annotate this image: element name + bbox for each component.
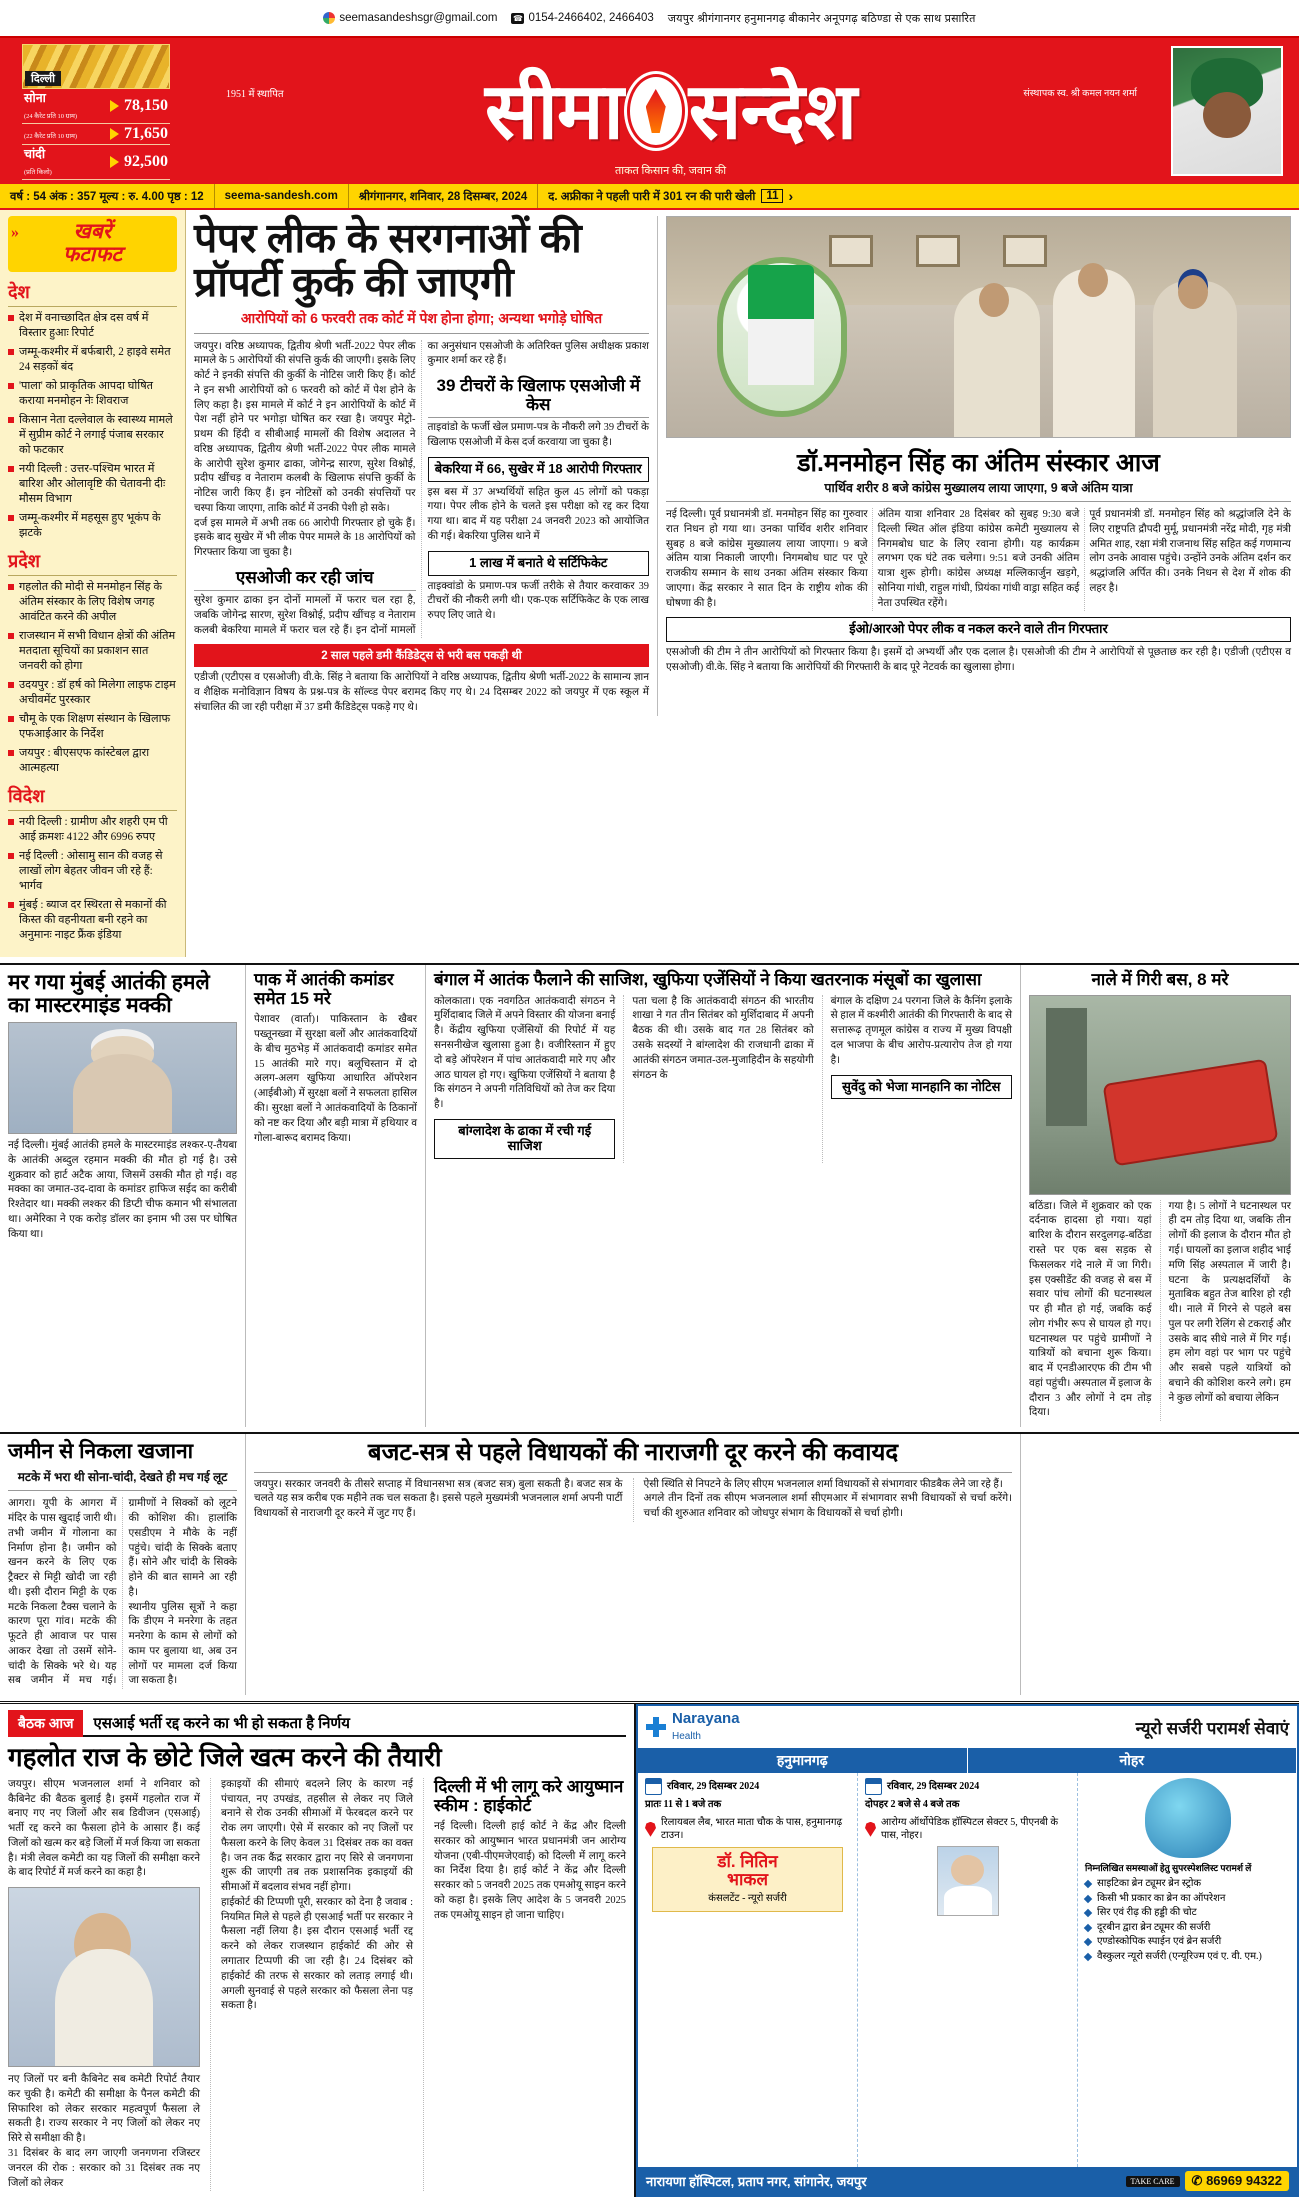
lead-row [194,216,1291,716]
story-bengal-body-left: कोलकाता। एक नवगठित आतंकवादी संगठन ने मुर्शिदाबाद जिले में अपने विस्तार की योजना बनाई है। केंद्रीय खुफिया एजेंसियों की रिपोर्ट में यह सनसनीखेज खुलासा हुआ है। वजीरिस्तान में हुए दो बड़े ऑपरेशन में पांच आतंकवादी मारे गए और आठ घायल हो गए। खुफिया एजेंसियों ने बताया है कि संगठन ने अपनी गतिविधियों को तेज कर दिया है। [434,995,616,1111]
list-item[interactable]: नयी दिल्ली : उत्तर-पश्चिम भारत में बारिश और ओलावृष्टि की चेतावनी दीः मौसम विभाग [8,462,177,507]
list-item[interactable]: उदयपुर : डॉ हर्ष को मिलेगा लाइफ टाइम अचीवमेंट पुरस्कार [8,678,177,708]
ad-schedule-right [857,1773,1078,2167]
lead-body-columns [194,340,649,639]
lead-subheadline: आरोपियों को 6 फरवरी तक कोर्ट में पेश होना होगा; अन्यथा भगोड़े घोषित [194,309,649,334]
calendar-icon [645,1778,662,1795]
lead-boxed-heading-3: 1 लाख में बनाते थे सर्टिफिकेट [428,551,650,576]
hc-headline: दिल्ली में भी लागू करे आयुष्मान स्कीम : हाईकोर्ट [434,1776,624,1815]
rate-label-silver: चांदी [24,147,46,161]
bullion-rates-box [22,44,170,180]
ad-right-venue: आरोग्य ऑर्थोपेडिक हॉस्पिटल सेक्टर 5, पीएनबी के पास, नोहर। [881,1816,1059,1842]
news-briefs-sidebar [0,210,186,957]
picture-frame-icon [829,235,873,267]
hc-body: नई दिल्ली। दिल्ली हाई कोर्ट ने केंद्र और दिल्ली सरकार को आयुष्मान भारत प्रधानमंत्री जन आरोग्य योजना (एबी-पीएमजेएवाई) को दिल्ली में लागू करने का निर्देश दिया है। हाई कोर्ट ने केंद्र और दिल्ली सरकार को 5 जनवरी 2025 तक एमओयू साइन करने को कहा है। इसके लिए आदेश के 5 जनवरी 2025 तक एमओयू साइन हो जाना चाहिए। [434,1821,626,1921]
calendar-icon [865,1778,882,1795]
story-bengal-body-right: बंगाल के दक्षिण 24 परगना जिले के कैनिंग इलाके से हाल में कश्मीरी आतंकी की गिरफ्तारी के बाद से सत्तारूढ़ तृणमूल कांग्रेस व राज्य में मुख्य विपक्षी दल भाजपा के बीच आरोप-प्रत्यारोप तेज हो गया है। [830,995,1012,1066]
story-bengal-headline: बंगाल में आतंक फैलाने की साजिश, खुफिया एजेंसियों ने किया खतरनाक मंसूबों का खुलासा [434,970,982,989]
manmohan-tribute-photo [666,216,1291,438]
list-item[interactable]: जम्मू-कश्मीर में महसूस हुए भूकंप के झटके [8,511,177,541]
list-item[interactable]: देश में वनाच्छादित क्षेत्र दस वर्ष में विस्तार हुआः रिपोर्ट [8,311,177,341]
manmohan-paragraph-3: पूर्व प्रधानमंत्री डॉ. मनमोहन सिंह को श्रद्धांजलि देने के लिए राष्ट्रपति द्रौपदी मुर्मू, प्रधानमंत्री नरेंद्र मोदी, गृह मंत्री अमित शाह, रक्षा मंत्री राजनाथ सिंह सहित कई गणमान्य लोग उनके आवास पहुंचे। उन्होंने उनके अंतिम दर्शन कर श्रद्धांजलि अर्पित की। उनके निधन से देश में शोक की लहर है। [1089,509,1291,594]
makki-portrait-photo [8,1022,237,1134]
story-budget-headline: बजट-सत्र से पहले विधायकों की नाराजगी दूर करने की कवायद [367,1439,899,1467]
lead-boxed-heading-1: बेकरिया में 66, सुखेर में 18 आरोपी गिरफ्तार [428,457,650,482]
chevrons-icon: » [11,224,19,241]
story-budget-col-2b: अगले तीन दिनों तक सीएम भजनलाल शर्मा सीएमआर में संभागवार सभी विधायकों से चर्चा करेंगे। चर्चा की शुरुआत शनिवार को जोधपुर संभाग के विधायकों से चर्चा होगी। [643,1493,1012,1520]
cm-portrait-photo [8,1887,200,2067]
lead-paragraph-7: ताइक्वांडो के प्रमाण-पत्र फर्जी तरीके से तैयार करवाकर 39 टीचरों की नौकरी लगी थी। एक-एक सर्टिफिकेट के एक लाख रुपए लिए जाते थे। [427,580,649,622]
medical-cross-icon [646,1717,666,1737]
manmohan-headline: डॉ.मनमोहन सिंह का अंतिम संस्कार आज [797,449,1160,477]
list-item[interactable]: जम्मू-कश्मीर में बर्फबारी, 2 हाइवे समेत 24 सड़कों बंद [8,345,177,375]
list-item[interactable]: मुंबई : ब्याज दर स्थिरता से मकानों की किस्त की वहनीयता बनी रहने का अनुमानः नाइट फ्रैंक इंडिया [8,898,177,943]
founder-text: संस्थापक स्व. श्री कमल नयन शर्मा [1023,89,1137,99]
briefs-badge [8,216,177,272]
district-col-2b: हाईकोर्ट की टिप्पणी पूरी, सरकार को देना है जवाब : नियमित मिले से पहले ही एसआई भर्ती पर सरकार ने फैसला नहीं लिया है। इस दौरान एसआई भर्ती रद्द करने को लेकर राजस्थान हाईकोर्ट की ओर से लगातार टिप्पणी की जा रही है। 24 दिसंबर को हाईकोर्ट की तरफ से सरकार को लताड़ लगाई थी। अगली सुनवाई से पहले सरकार को फैसला लेना पड़ सकता है। [221,1896,413,2012]
gold-bars-image [22,44,170,89]
story-district-merge [0,1704,636,2197]
flame-emblem-icon [627,74,685,148]
ad-left-date: रविवार, 29 दिसम्बर 2024 [667,1780,760,1792]
lead-paragraph-6: एडीजी (एटीएस व एसओजी) वी.के. सिंह ने बताया कि आरोपियों ने वरिष्ठ अध्यापक, द्वितीय श्रेणी भर्ती-2022 के सामान्य ज्ञान व शैक्षिक मनोविज्ञान विषय के प्रश्न-पत्र के सॉल्व्ड पेपर बरामद किए गए थे। 24 दिसम्बर 2022 को जयपुर में एक स्कूल में संचालित की जा रही परीक्षा में 37 डमी कैंडिडेट्स पकड़े गए थे। [194,672,649,713]
lead-paragraph-3: सुरेश कुमार ढाका इन दोनों मामलों में फरार चल रहा है, जबकि जोगेन्द्र सारण, सुरेश विश्नोई, प्रदीप खींचड़ व नेताराम कलबी बेकरिया मामले में फरार चल रहे हैं। इन दोनों मामलों का अनुसंधान एसओजी के अतिरिक्त पुलिस अधीक्षक प्रकाश कुमार शर्मा कर रहे हैं। [194,340,649,636]
district-col-2: इकाइयों की सीमाएं बदलने लिए के कारण नई पंचायत, नए उपखंड, तहसील से लेकर नए जिले बनाने से रोक उनकी सीमाओं में फेरबदल करने पर रोक लग जाएगी। ऐसे में सरकार को नए जिलों पर फैसला करने के लिए केवल 31 दिसंबर तक का वक्त है। जन तक कैंद्र सरकार द्वारा नए सिरे से जनगणना शुरू की जाएगी तब तक प्रशासनिक इकाइयों की सीमाओं में बदलाव संभव नहीं होगा। [221,1778,413,1894]
list-item[interactable]: राजस्थान में सभी विधान क्षेत्रों की अंतिम मतदाता सूचियों का प्रकाशन सात जनवरी को होगा [8,629,177,674]
district-headline: गहलोत राज के छोटे जिले खत्म करने की तैयारी [8,1742,442,1773]
story-bus-crash [1021,965,1299,1427]
doctor-card [652,1847,843,1912]
lead-paragraph-8: एसओजी की टीम ने तीन आरोपियों को गिरफ्तार किया है। इसमें दो अभ्यर्थी और एक दलाल है। एसओजी की टीम ने आरोपियों से पूछताछ कर रही है। एडीजी (एटीएस व एसओजी) वी.के. सिंह ने बताया कि आरोपियों की गिरफ्तारी के बाद पूरे नेटवर्क का खुलासा होगा। [666,647,1291,674]
advertisement[interactable] [636,1704,1299,2197]
story-bengal-boxed-1: बांग्लादेश के ढाका में रची गई साजिश [434,1119,615,1159]
list-item: दूरबीन द्वारा ब्रेन ट्यूमर की सर्जरी [1085,1921,1290,1936]
list-item[interactable]: नई दिल्ली : ओसामु सान की वजह से लाखों लोग बेहतर जीवन जी रहे हैं: भार्गव [8,849,177,894]
baithak-tag: बैठक आज [8,1710,83,1737]
ad-city-hanumangarh[interactable]: हनुमानगढ़ [638,1748,968,1773]
phone-text: 0154-2466402, 2466403 [528,12,654,24]
lead-story [194,216,649,716]
list-item[interactable]: जयपुर : बीएसएफ कांस्टेबल द्वारा आत्महत्या [8,746,177,776]
location-pin-icon [645,1822,656,1837]
rate-value-silver: 92,500 [124,153,168,170]
sports-ticker [538,184,803,208]
email-block[interactable] [323,12,497,24]
story-bus-headline: नाले में गिरी बस, 8 मरे [1091,970,1229,989]
edition-details: वर्ष : 54 अंक : 357 मूल्य : रु. 4.00 पृष्ठ : 12 [0,184,215,208]
narayana-health-ad[interactable] [636,1704,1299,2197]
page-content [0,210,1299,957]
district-col-1: जयपुर। सीएम भजनलाल शर्मा ने शनिवार को कैबिनेट की बैठक बुलाई है। इसमें गहलोत राज में बनाए गए नए जिलों और सब डिवीजन (एसआई) भर्ती रद्द करने का फैसला होने के आसार हैं। कई जिलों को खत्म कर बड़े जिलों में मर्ज किया जा सकता है। मंत्री लेवल कमेटी का यह जिलों की समीक्षा करने के बाद रिपोर्ट में मर्ज करने का कहा है। [8,1778,200,1879]
lead-subheading-1: एसओजी कर रही जांच [194,568,416,591]
secondary-stories-band [0,963,1299,1427]
logo-word-2: सन्देश [688,67,857,155]
ad-city-tabs [638,1748,1297,1773]
manmohan-paragraph-2: अंतिम यात्रा शनिवार 28 दिसंबर को सुबह 9:30 बजे दिल्ली स्थित ऑल इंडिया कांग्रेस कमेटी मुख्यालय से निगमबोध घाट के लिए रवाना होगी। यह कार्यक्रम लगभग एक घंटे तक चलेगा। 9:51 बजे उनकी अंतिम यात्रा शुरू होगी। कांग्रेस अध्यक्ष मल्लिकार्जुन खड़गे, सोनिया गांधी, राहुल गांधी, प्रियंका गांधी वाड्रा सहित कई नेता उपस्थित रहेंगे। [877,509,1080,609]
gmail-icon [323,12,335,24]
draped-flag [748,265,814,385]
lead-boxed-heading-4: ईओ/आरओ पेपर लीक व नकल करने वाले तीन गिरफ्तार [666,617,1291,642]
ad-right-date: रविवार, 29 दिसम्बर 2024 [887,1780,980,1792]
rate-row-gold22 [22,124,170,145]
list-item: एण्डोस्कोपिक स्पाईन एवं ब्रेन सर्जरी [1085,1935,1290,1950]
rate-label-gold: सोना [24,91,46,105]
ad-right-time: दोपहर 2 बजे से 4 बजे तक [865,1799,960,1811]
story-treasure-subheadline: मटके में भरा थी सोना-चांदी, देखते ही मच गई लूट [8,1468,237,1491]
place-date: श्रीगंगानगर, शनिवार, 28 दिसम्बर, 2024 [349,184,538,208]
page-number-badge[interactable]: 11 [761,189,783,203]
story-treasure-body: आगरा। यूपी के आगरा में मंदिर के पास खुदाई जारी थी। तभी जमीन में गोलाना का निर्माण होना है। जमीन को खनन करने के लिए एक ट्रैक्टर से मिट्टी खोदी जा रही थी। इसी दौरान मिट्टी के एक मटके निकला टैक्स चलाने के कारण पूरा गांव। मटके की फूटते ही आवाज पर पास आकर देखा तो उसमें सोने-चांदी के सिक्के भरे थे। यह सब जमीन में मच गई। ग्रामीणों ने सिक्कों को लूटने की कोशिश की। हालांकि एसडीएम ने मौके के नहीं पहुंचे। चांदी के सिक्के बताए हैं। सोने और चांदी के सिक्के होने की बात सामने आ रही है। [8,1498,237,1687]
rate-row-silver [22,145,170,180]
phone-block[interactable] [511,12,653,24]
phone-icon: ✆ [1191,2173,1203,2189]
story-budget-session [246,1434,1021,1695]
list-item: साइटिका ब्रेन ट्यूमर ब्रेन स्ट्रोक [1085,1877,1290,1892]
masthead-logo-area [170,38,1171,184]
logo-word-1: सीमा [484,67,623,155]
ad-body [638,1773,1297,2167]
chevron-right-icon[interactable]: › [788,188,794,204]
lead-paragraph-2: दर्ज इस मामले में अभी तक 66 आरोपी गिरफ्तार हो चुके हैं। इसके बाद सुखेर में भी लीक पेपर मामले के 18 आरोपियों को गिरफ्तार किया जा चुका है। [194,517,416,559]
ad-footer-address: नारायणा हॉस्पिटल, प्रताप नगर, सांगानेर, जयपुर [646,2174,867,2190]
website-link[interactable]: seema-sandesh.com [215,184,349,208]
ad-services [1078,1773,1297,2167]
lead-paragraph-4: ताइवांडो के फर्जी खेल प्रमाण-पत्र के नौकरी लगे 39 टीचरों के खिलाफ एसओजी में केस दर्ज करवाया जा चुका है। [427,422,649,448]
mourner-head-turban [1178,275,1208,309]
baithak-banner [8,1710,626,1737]
list-item: वैस्कुलर न्यूरो सर्जरी (एन्यूरिज्म एवं ए. वी. एम.) [1085,1950,1290,1965]
telephone-icon: ☎ [512,13,523,23]
doctor-portrait-photo [937,1846,999,1916]
bottom-band [0,1701,1299,2197]
doctor-name-line2: भाकल [727,1870,768,1890]
rate-unit-silver: (प्रति किलो) [24,169,52,176]
ad-city-nohar[interactable]: नोहर [968,1748,1298,1773]
picture-frame-icon [1003,235,1047,267]
list-item[interactable]: चौमू के एक शिक्षण संस्थान के खिलाफ एफआईआर के निर्देश [8,712,177,742]
manmohan-body-columns [666,508,1291,611]
baithak-headline: एसआई भर्ती रद्द करने का भी हो सकता है निर्णय [83,1710,626,1737]
bus-in-drain-photo [1029,995,1291,1195]
lead-boxed-heading-2: 2 साल पहले डमी कैंडिडेट्स से भरी बस पकड़ी थी [194,644,649,667]
story-bus-body-right: गया है। 5 लोगों ने घटनास्थल पर ही दम तोड़ दिया था, जबकि तीन लोगों की इलाज के दौरान मौत हो गई। घायलों का इलाज शहीद भाई मणि सिंह अस्पताल में जारी है। घटना के प्रत्यक्षदर्शियों के मुताबिक बहुत तेज बारिश हो रही थी। नाले में गिरने से पहले बस पुल पर लगी रेलिंग से टकराई और उसके बाद सीधे नाले में गिर गई। हम लोग वहां पर भाग पर पहुंचे और सबसे पहले यात्रियों को बचाने की कोशिश करने लगे। हम ने कुछ लोगों को बचाया लेकिन [1160,1200,1292,1421]
edition-info-bar [0,184,1299,210]
bus-crash-continuation [1021,1434,1299,1695]
masthead [0,36,1299,184]
editions-list: जयपुर श्रीगंगानगर हनुमानगढ़ बीकानेर अनूपगढ़ बठिण्डा से एक साथ प्रसारित [667,12,976,25]
ad-header [638,1706,1297,1748]
sidebar-section-desh-heading: देश [8,280,177,307]
ad-schedule-left [638,1773,857,2167]
story-bengal-boxed-2: सुवेंदु को भेजा मानहानि का नोटिस [831,1075,1012,1100]
list-item[interactable]: किसान नेता दल्लेवाल के स्वास्थ्य मामले में सुप्रीम कोर्ट ने लगाई पंजाब सरकार को फटकार [8,413,177,458]
take-care-badge: TAKE CARE [1126,2176,1180,2187]
rate-value-gold22: 71,650 [124,125,168,142]
manmohan-story [657,216,1291,716]
list-item[interactable]: नयी दिल्ली : ग्रामीण और शहरी एम पी आई क्रमशः 4122 और 6996 रुपए [8,815,177,845]
story-treasure-body-2: स्थानीय पुलिस सूत्रों ने कहा कि डीएम ने मनरेगा के तहत मनरेगा के काम से लोगों को काम पर बुलाया था, अब उन लोगों पर मामला दर्ज किया जा सकता है। [128,1601,237,1687]
narayana-logo [646,1711,740,1743]
list-item[interactable]: गहलोत की मोदी से मनमोहन सिंह के अंतिम संस्कार के लिए विशेष जगह आवंटित करने की अपील [8,580,177,625]
rate-unit-gold24: (24 कैरेट प्रति 10 ग्राम) [24,113,78,120]
doctor-role: कंसलटेंट - न्यूरो सर्जरी [708,1893,787,1905]
doctor-name-line1: डॉ. नितिन [717,1851,778,1871]
lead-subheading-2: 39 टीचरों के खिलाफ एसओजी में केस [428,376,650,418]
ad-brand-line2: Health [672,1731,701,1743]
manmohan-subheadline: पार्थिव शरीर 8 बजे कांग्रेस मुख्यालय लाया जाएगा, 9 बजे अंतिम यात्रा [666,479,1291,502]
arrow-right-icon [110,128,119,140]
story-pak-headline: पाक में आतंकी कमांडर समेत 15 मरे [254,970,394,1008]
rate-row-gold24 [22,89,170,124]
brain-icon [1145,1778,1231,1858]
sidebar-section-videsh-heading: विदेश [8,784,177,811]
list-item: सिर एवं रीढ़ की हड्डी की चोट [1085,1906,1290,1921]
story-bus-body-left: बठिंडा। जिले में शुक्रवार को एक दर्दनाक हादसा हो गया। यहां बारिश के दौरान सरदुलगढ़-बठिंडा रास्ते पर एक बस सड़क से फिसलकर गंदे नाले में जा गिरी। इस एक्सीडेंट की वजह से बस में सवार पांच लोगों की घटनास्थल पर ही मौत हो गई, जबकि कई लोग गंभीर रूप से घायल हो गए। घटनास्थल पर पहुंचे ग्रामीणों ने यात्रियों को बचाना शुरू किया। बाद में एनडीआरएफ की टीम भी वहां पहुंची। अस्पताल में इलाज के दौरान 3 और लोगों ने दम तोड़ दिया। [1029,1200,1152,1419]
email-text: seemasandeshsgr@gmail.com [339,12,498,24]
ad-title: न्यूरो सर्जरी परामर्श सेवाएं [1135,1718,1289,1738]
rates-city-badge: दिल्ली [25,71,61,86]
story-pak-commander [246,965,426,1427]
mourner-head [979,283,1009,317]
ad-brand-line1: Narayana [672,1710,740,1728]
established-text: 1951 में स्थापित [226,89,284,100]
top-contact-strip [0,0,1299,36]
cricketer-photo [1171,46,1283,176]
briefs-badge-line1: खबरें [73,220,112,243]
newspaper-logo [484,67,857,155]
story-pak-body: पेशावर (वार्ता)। पाकिस्तान के खैबर पख्तूनख्वा में सुरक्षा बलों और आतंकवादियों के बीच मुठभेड़ में आतंकवादी कमांडर समेत 15 आतंकी मारे गए। बलूचिस्तान में दो अलग-अलग खुफिया आधारित ऑपरेशन (आईबीओ) में सुरक्षा बलों ने सफलता हासिल की। सुरक्षा बलों ने आतंकवादियों के ठिकानों को नष्ट कर दिया और बड़ी मात्रा में हथियार व गोला-बारूद बरामद किया। [254,1014,417,1144]
ad-left-venue: रिलायबल लैब, भारत माता चौक के पास, हनुमानगढ़ टाउन। [661,1816,843,1842]
story-makki [0,965,246,1427]
location-pin-icon [865,1822,876,1837]
rate-unit-gold22: (22 कैरेट प्रति 10 ग्राम) [24,133,78,140]
list-item[interactable]: 'पाला' को प्राकृतिक आपदा घोषित कराया मनमोहन नेः शिवराज [8,379,177,409]
story-bengal [426,965,1021,1427]
story-bengal-body-mid: पता चला है कि आतंकवादी संगठन की भारतीय शाखा ने गत तीन सितंबर को मुर्शिदाबाद में अपनी बैठक की थी। उसके बाद गत 28 सितंबर को उसके सदस्यों ने बांग्लादेश की राजधानी ढाका में आतंकी संगठन जमात-उल-मुजाहिदीन के सहयोगी संगठन के [632,995,814,1081]
manmohan-paragraph-1: नई दिल्ली। पूर्व प्रधानमंत्री डॉ. मनमोहन सिंह का गुरुवार रात निधन हो गया था। उनका पार्थिव शरीर शनिवार सुबह 8 बजे कांग्रेस मुख्यालय लाया जाएगा। 9 बजे अंतिम यात्रा निकाली जाएगी। निगमबोध घाट पर पूरे राजकीय सम्मान के साथ उनका अंतिम संस्कार किया जाएगा। केंद्र सरकार ने सात दिन के राष्ट्रीय शोक की घोषणा की है। [666,509,868,609]
lead-paragraph-5: इस बस में 37 अभ्यर्थियों सहित कुल 45 लोगों को पकड़ा गया। पेपर लीक होने के चलते इस परीक्षा को रद्द कर दिया गया था। बाद में यह परीक्षा 24 जनवरी 2023 को आयोजित की गई। बेकरिया पुलिस थाने में [427,486,649,542]
main-column [186,210,1299,957]
ad-phone-text: 86969 94322 [1206,2173,1282,2189]
page-title: पेपर लीक के सरगनाओं की प्रॉपर्टी कुर्क की जाएगी [194,215,582,306]
story-budget-col-1: जयपुर। सरकार जनवरी के तीसरे सप्ताह में विधानसभा सत्र (बजट सत्र) बुला सकती है। बजट सत्र के चलते यह सत्र करीब एक महीने तक चल सकता है। इससे पहले मुख्यमंत्री भजनलाल शर्मा अपनी पार्टी विधायकों से नाराजगी दूर करने में जुट गए हैं। [254,1478,623,1520]
arrow-right-icon [110,156,119,168]
mourner-head [1078,263,1108,297]
list-item: किसी भी प्रकार का ब्रेन का ऑपरेशन [1085,1892,1290,1907]
lead-paragraph-1: जयपुर। वरिष्ठ अध्यापक, द्वितीय श्रेणी भर्ती-2022 पेपर लीक मामले के 5 आरोपियों की संपत्ति कुर्क की जाएगी। इसके लिए कोर्ट ने इनकी संपत्ति की कुर्की के नोटिस जारी किए हैं। कोर्ट ने इन सभी आरोपियों को 6 फरवरी को कोर्ट में पेश होने के लिए कहा है। इस मामले में कोर्ट ने इन आरोपियों के कोर्ट में पेश नहीं होने पर भगोड़ा घोषित कर रखा है। जयपुर मेट्रो-प्रथम की हिंदी व सीबीआई मामलों की विशेष अदालत ने वरिष्ठ अध्यापक, द्वितीय श्रेणी भर्ती-2022 पेपर लीक मामले के आरोपी सुरेश कुमार ढाका, जोगेन्द्र सारण, सुरेश विश्नोई, प्रदीप खींचड़ व नेताराम कलबी के खिलाफ संपत्ति कुर्की के नोटिस जारी किए हैं। इन नोटिसों को उनकी संपत्तियों पर चस्पा किया जाएगा, ताकि कोर्ट में उनकी पेशी हो सके। [194,340,416,514]
briefs-badge-line2: फटाफट [63,243,122,266]
sports-ticker-text: द. अफ्रीका ने पहली पारी में 301 रन की पारी खेली [548,190,756,203]
ad-services-intro: निम्नलिखित समस्याओं हेतु सुपरस्पेशलिस्ट परामर्श लें [1085,1863,1252,1874]
story-makki-headline: मर गया मुंबई आतंकी हमले का मास्टरमाइंड मक्की [8,971,210,1018]
masthead-tagline: ताकत किसान की, जवान की [614,165,727,177]
picture-frame-icon [916,235,960,267]
sidebar-section-pradesh-heading: प्रदेश [8,549,177,576]
tertiary-stories-band [0,1432,1299,1695]
story-treasure-headline: जमीन से निकला खजाना [8,1440,194,1464]
ad-phone-number[interactable] [1185,2171,1289,2191]
rate-value-gold24: 78,150 [124,97,168,114]
arrow-right-icon [110,100,119,112]
ad-left-time: प्रातः 11 से 1 बजे तक [645,1799,722,1811]
story-treasure [0,1434,246,1695]
district-col-1c: 31 दिसंबर के बाद लग जाएगी जनगणना रजिस्टर जनरल की रोक : सरकार को 31 दिसंबर तक नए जिलों को लेकर [8,2148,200,2189]
ad-footer [638,2167,1297,2195]
story-budget-col-2: ऐसी स्थिति से निपटने के लिए सीएम भजनलाल शर्मा विधायकों से संभागवार फीडबैक लेने जा रहे हैं। [643,1478,1003,1490]
district-col-1b: नए जिलों पर बनी कैबिनेट सब कमेटी रिपोर्ट तैयार कर चुकी है। कमेटी की समीक्षा के पैनल कमेटी की सिफारिश को लेकर सरकार महत्वपूर्ण फैसला ले सकती है। राज्य सरकार ने नए जिलों को लेकर नए सिरे से समीक्षा की है। [8,2074,200,2145]
story-makki-body: नई दिल्ली। मुंबई आतंकी हमले के मास्टरमाइंड लश्कर-ए-तैयबा के आतंकी अब्दुल रहमान मक्की की मौत हो गई है। उसे शुक्रवार को हार्ट अटैक आया, जिसमें उसकी मौत हो गई। वह मक्का का जमात-उद-दावा के कमांडर हाफिज सईद का करीबी रिश्तेदार था। मक्की लश्कर की डिप्टी चीफ कमान भी संभालता था। अमेरिका ने एक करोड़ डॉलर का इनाम भी उस पर घोषित किया था। [8,1140,237,1240]
